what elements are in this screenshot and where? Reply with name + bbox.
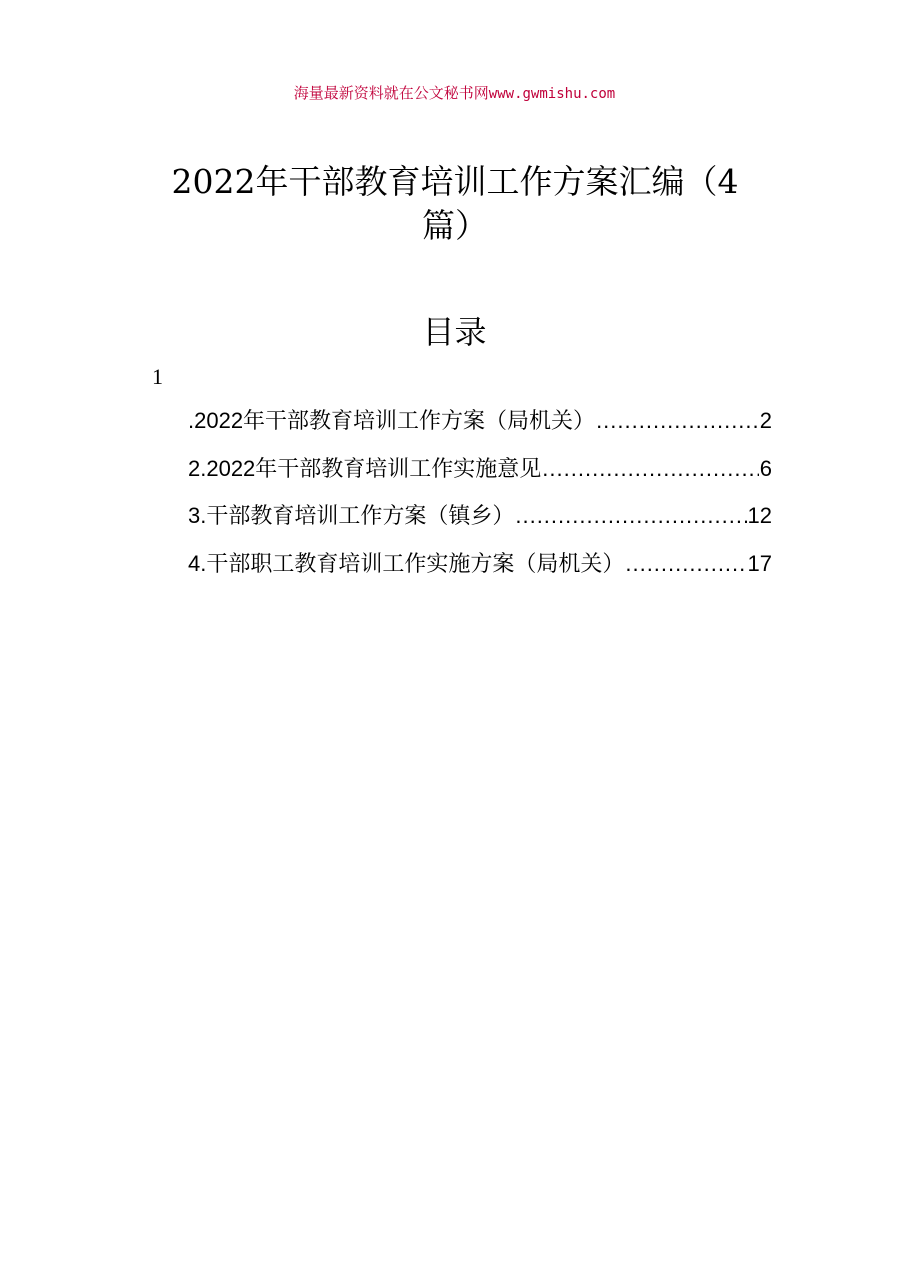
toc-entry-2[interactable]: [188, 452, 772, 500]
toc-heading: 目录: [422, 313, 487, 351]
header-site-link[interactable]: www.gwmishu.com: [488, 86, 616, 102]
toc-entry-page: 2: [759, 408, 772, 433]
table-of-contents: [188, 404, 772, 594]
toc-entry-1[interactable]: [188, 404, 772, 452]
site-header-banner: [0, 82, 909, 103]
header-prefix-text: 海量最新资料就在公文秘书网: [293, 84, 489, 102]
toc-entry-label: .2022年干部教育培训工作方案（局机关）: [188, 408, 596, 433]
document-title: 2022年干部教育培训工作方案汇编（4篇）: [171, 162, 739, 245]
toc-leader-dots: [625, 551, 746, 577]
toc-entry-label: 4.干部职工教育培训工作实施方案（局机关）: [188, 550, 625, 576]
toc-entry-page: 6: [759, 455, 772, 481]
toc-entry-3[interactable]: [188, 499, 772, 547]
toc-entry-page: 12: [747, 503, 772, 528]
toc-leader-dots: [515, 503, 746, 529]
toc-entry-label: 2.2022年干部教育培训工作实施意见: [188, 455, 542, 481]
toc-entry-label: 3.干部教育培训工作方案（镇乡）: [188, 503, 515, 528]
toc-leader-dots: [596, 408, 759, 434]
toc-stray-number: 1: [152, 364, 163, 389]
toc-leader-dots: [542, 456, 758, 482]
toc-entry-4[interactable]: [188, 547, 772, 595]
toc-entry-page: 17: [747, 550, 772, 576]
